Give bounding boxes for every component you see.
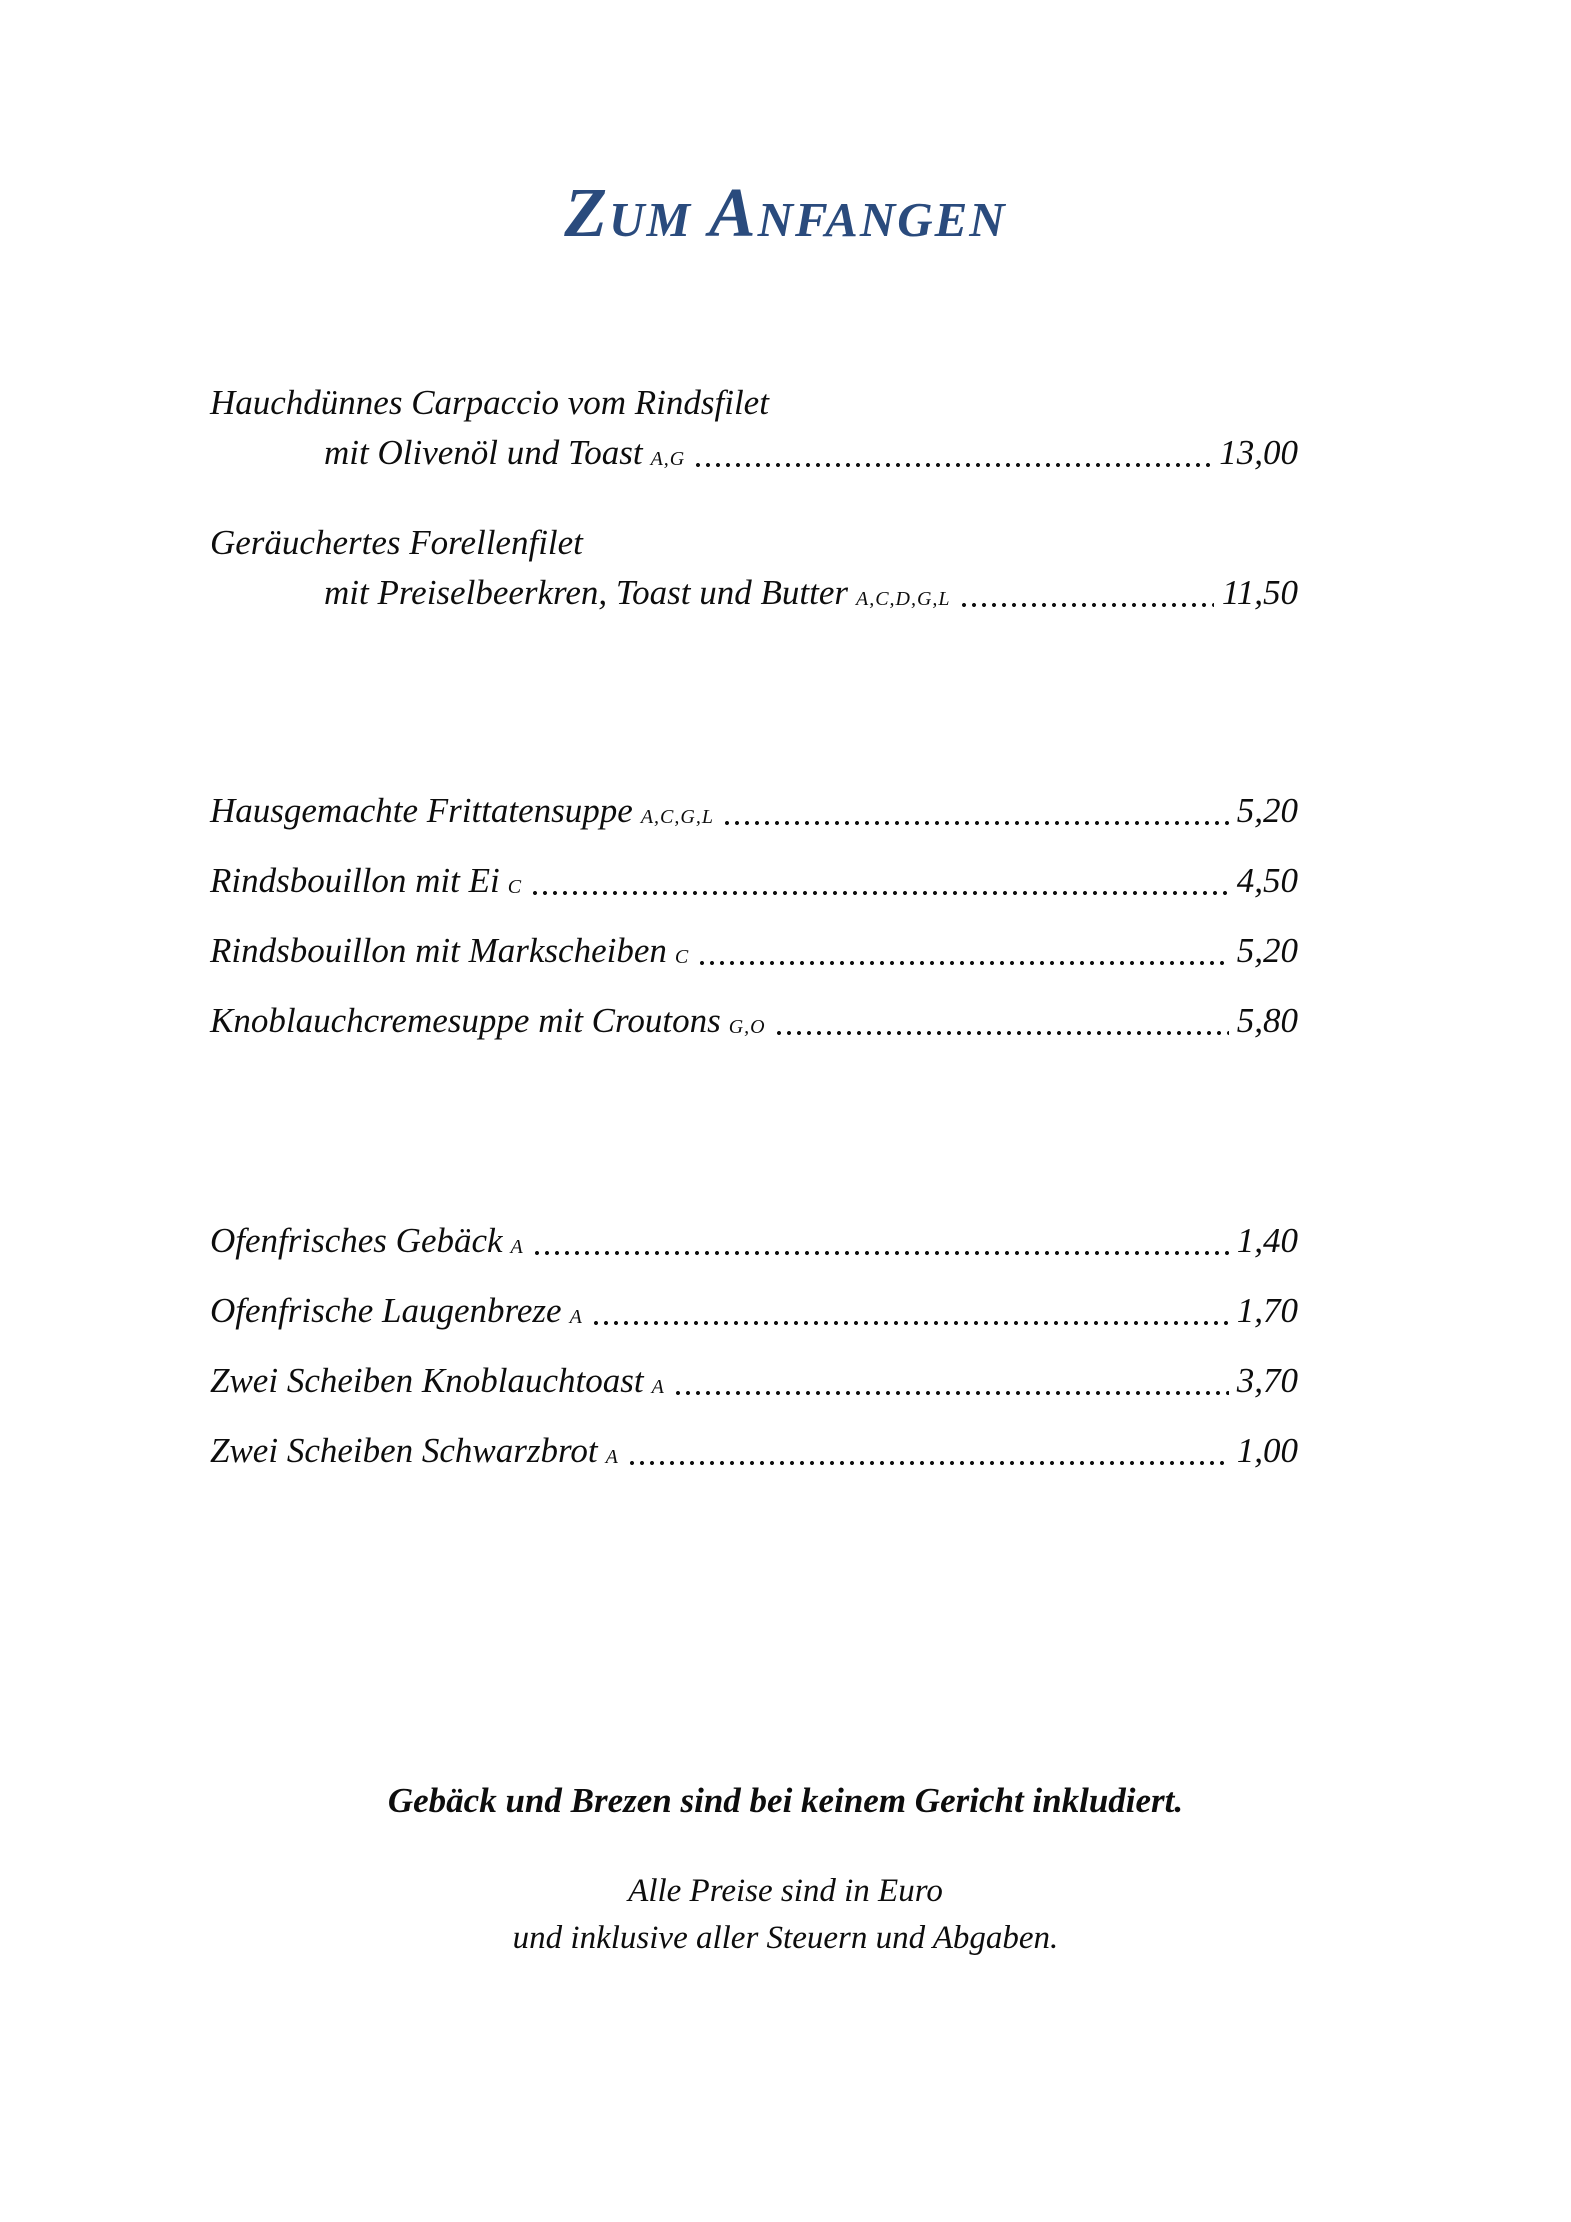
starters-section bbox=[210, 378, 1298, 618]
dot-leader bbox=[593, 1315, 1229, 1327]
dot-leader bbox=[776, 1025, 1229, 1037]
item-name-line bbox=[210, 518, 1298, 568]
dot-leader bbox=[699, 955, 1229, 967]
price: 3,70 bbox=[1236, 1361, 1298, 1400]
price: 1,40 bbox=[1236, 1221, 1298, 1260]
dot-leader bbox=[724, 815, 1229, 827]
item-detail: mit Preiselbeerkren, Toast und Butter bbox=[324, 573, 848, 612]
item-name: Hausgemachte Frittatensuppe bbox=[210, 791, 633, 830]
dot-leader bbox=[534, 1245, 1229, 1257]
price: 13,00 bbox=[1219, 433, 1298, 472]
menu-item bbox=[210, 786, 1298, 836]
allergen-codes: A bbox=[510, 1236, 524, 1258]
price-footer bbox=[0, 1868, 1571, 1962]
menu-item bbox=[210, 1356, 1298, 1406]
allergen-codes: C bbox=[507, 876, 523, 898]
soups-section bbox=[210, 786, 1298, 1046]
item-name: Zwei Scheiben Schwarzbrot bbox=[210, 1431, 598, 1470]
price: 11,50 bbox=[1221, 573, 1298, 612]
footer-line-1: Alle Preise sind in Euro bbox=[628, 1873, 943, 1909]
price: 5,80 bbox=[1236, 1001, 1298, 1040]
menu-item bbox=[210, 1426, 1298, 1476]
allergen-codes: C bbox=[674, 946, 690, 968]
menu-content bbox=[210, 378, 1298, 1476]
price: 1,70 bbox=[1236, 1291, 1298, 1330]
item-name: Knoblauchcremesuppe mit Croutons bbox=[210, 1001, 721, 1040]
allergen-codes: A bbox=[605, 1446, 619, 1468]
allergen-codes: A bbox=[569, 1306, 583, 1328]
item-name-line bbox=[210, 378, 1298, 428]
item-name: Geräuchertes Forellenfilet bbox=[210, 523, 583, 562]
item-name: Rindsbouillon mit Ei bbox=[210, 861, 500, 900]
inclusion-note: Gebäck und Brezen sind bei keinem Gericht inkludiert. bbox=[387, 1781, 1184, 1820]
price: 5,20 bbox=[1236, 931, 1298, 970]
dot-leader bbox=[695, 457, 1211, 469]
item-name: Zwei Scheiben Knoblauchtoast bbox=[210, 1361, 644, 1400]
item-detail-line bbox=[210, 428, 1298, 478]
allergen-codes: A,C,G,L bbox=[640, 806, 714, 828]
dot-leader bbox=[675, 1385, 1229, 1397]
menu-item bbox=[210, 378, 1298, 478]
breads-section bbox=[210, 1216, 1298, 1476]
allergen-codes: A,C,D,G,L bbox=[855, 588, 951, 610]
menu-item bbox=[210, 856, 1298, 906]
dot-leader bbox=[532, 885, 1229, 897]
item-name: Hauchdünnes Carpaccio vom Rindsfilet bbox=[210, 383, 769, 422]
menu-item bbox=[210, 996, 1298, 1046]
item-name: Ofenfrische Laugenbreze bbox=[210, 1291, 562, 1330]
price: 4,50 bbox=[1236, 861, 1298, 900]
menu-item bbox=[210, 1216, 1298, 1266]
allergen-codes: G,O bbox=[728, 1016, 766, 1038]
menu-item bbox=[210, 518, 1298, 618]
allergen-codes: A bbox=[651, 1376, 665, 1398]
item-name: Ofenfrisches Gebäck bbox=[210, 1221, 503, 1260]
footer-line-2: und inklusive aller Steuern und Abgaben. bbox=[512, 1920, 1059, 1956]
item-detail-line bbox=[210, 568, 1298, 618]
price: 5,20 bbox=[1236, 791, 1298, 830]
allergen-codes: A,G bbox=[650, 448, 686, 470]
dot-leader bbox=[629, 1455, 1229, 1467]
price: 1,00 bbox=[1236, 1431, 1298, 1470]
page-title: Zum Anfangen bbox=[564, 175, 1007, 252]
dot-leader bbox=[961, 597, 1214, 609]
item-detail: mit Olivenöl und Toast bbox=[324, 433, 643, 472]
menu-item bbox=[210, 1286, 1298, 1336]
item-name: Rindsbouillon mit Markscheiben bbox=[210, 931, 667, 970]
menu-item bbox=[210, 926, 1298, 976]
